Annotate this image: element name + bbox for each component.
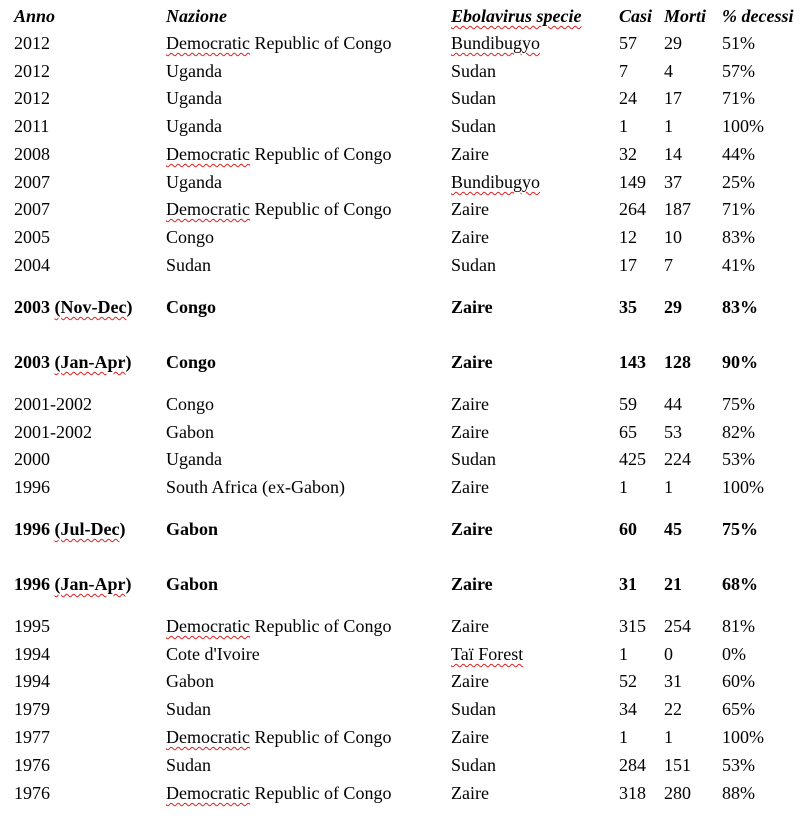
cell-casi: 1: [619, 644, 628, 664]
cell-anno: 2012: [14, 33, 50, 53]
cell-anno: 1976: [14, 755, 50, 775]
cell-pct: 65%: [722, 699, 755, 719]
cell-anno: 1996 (Jul-Dec): [14, 519, 126, 539]
header-pct: % decessi: [722, 6, 794, 26]
header-casi: Casi: [619, 6, 653, 26]
cell-pct: 57%: [722, 61, 755, 81]
cell-pct: 44%: [722, 144, 755, 164]
table-row: [0, 31, 811, 55]
cell-anno: 1995: [14, 616, 50, 636]
cell-specie: Zaire: [451, 783, 489, 803]
cell-casi: 31: [619, 574, 637, 594]
cell-specie: Zaire: [451, 199, 489, 219]
table-row: [0, 86, 811, 110]
cell-nazione: Democratic Republic of Congo: [166, 616, 392, 636]
cell-morti: 22: [664, 699, 682, 719]
cell-specie: Zaire: [451, 297, 493, 317]
cell-pct: 88%: [722, 783, 755, 803]
cell-anno: 2011: [14, 116, 50, 136]
cell-pct: 100%: [722, 727, 764, 747]
cell-specie: Sudan: [451, 61, 496, 81]
cell-specie: Zaire: [451, 671, 489, 691]
cell-casi: 59: [619, 394, 637, 414]
cell-nazione: Uganda: [166, 61, 222, 81]
table-row: [0, 295, 811, 319]
header-morti: Morti: [664, 6, 707, 26]
table-row: [0, 170, 811, 194]
cell-nazione: Uganda: [166, 88, 222, 108]
cell-casi: 17: [619, 255, 637, 275]
cell-anno: 2001-2002: [14, 422, 92, 442]
cell-specie: Sudan: [451, 755, 496, 775]
cell-pct: 90%: [722, 352, 758, 372]
table-row: [0, 614, 811, 638]
cell-anno: 1996 (Jan-Apr): [14, 574, 132, 594]
cell-morti: 1: [664, 116, 673, 136]
cell-anno: 1996: [14, 477, 50, 497]
cell-anno: 2007: [14, 172, 50, 192]
cell-nazione: Democratic Republic of Congo: [166, 144, 392, 164]
cell-casi: 143: [619, 352, 646, 372]
cell-casi: 318: [619, 783, 646, 803]
cell-nazione: Sudan: [166, 755, 211, 775]
cell-nazione: Cote d'Ivoire: [166, 644, 260, 664]
cell-morti: 44: [664, 394, 682, 414]
cell-pct: 83%: [722, 297, 758, 317]
cell-pct: 41%: [722, 255, 755, 275]
cell-morti: 14: [664, 144, 682, 164]
cell-morti: 29: [664, 297, 682, 317]
cell-casi: 32: [619, 144, 637, 164]
cell-nazione: Gabon: [166, 519, 219, 539]
cell-pct: 53%: [722, 755, 755, 775]
cell-morti: 151: [664, 755, 691, 775]
cell-morti: 280: [664, 783, 691, 803]
cell-morti: 187: [664, 199, 691, 219]
cell-morti: 17: [664, 88, 682, 108]
cell-specie: Zaire: [451, 574, 493, 594]
cell-nazione: Congo: [166, 227, 215, 247]
cell-casi: 149: [619, 172, 646, 192]
cell-nazione: Sudan: [166, 699, 211, 719]
cell-casi: 65: [619, 422, 637, 442]
cell-specie: Zaire: [451, 727, 489, 747]
cell-nazione: Democratic Republic of Congo: [166, 199, 392, 219]
cell-nazione: Uganda: [166, 172, 222, 192]
header-nazione: Nazione: [166, 6, 228, 26]
cell-anno: 1979: [14, 699, 50, 719]
header-anno: Anno: [14, 6, 56, 26]
cell-specie: Zaire: [451, 616, 489, 636]
cell-morti: 254: [664, 616, 691, 636]
cell-pct: 0%: [722, 644, 746, 664]
table-row: [0, 447, 811, 471]
cell-casi: 1: [619, 727, 628, 747]
cell-specie: Sudan: [451, 116, 496, 136]
cell-anno: 2007: [14, 199, 50, 219]
cell-anno: 2001-2002: [14, 394, 92, 414]
cell-anno: 1994: [14, 671, 50, 691]
cell-morti: 128: [664, 352, 691, 372]
cell-pct: 51%: [722, 33, 755, 53]
cell-specie: Bundibugyo: [451, 172, 541, 192]
cell-nazione: Democratic Republic of Congo: [166, 727, 392, 747]
cell-casi: 264: [619, 199, 646, 219]
cell-pct: 100%: [722, 477, 764, 497]
cell-specie: Bundibugyo: [451, 33, 541, 53]
cell-specie: Zaire: [451, 519, 493, 539]
cell-morti: 21: [664, 574, 682, 594]
cell-morti: 7: [664, 255, 673, 275]
table-row: [0, 517, 811, 541]
cell-nazione: Gabon: [166, 574, 219, 594]
cell-morti: 10: [664, 227, 682, 247]
cell-morti: 224: [664, 449, 691, 469]
cell-anno: 2003 (Jan-Apr): [14, 352, 132, 372]
header-specie: Ebolavirus specie: [451, 6, 582, 26]
cell-specie: Zaire: [451, 477, 489, 497]
table-row: [0, 725, 811, 749]
cell-morti: 4: [664, 61, 673, 81]
cell-morti: 53: [664, 422, 682, 442]
cell-anno: 1994: [14, 644, 50, 664]
cell-anno: 2012: [14, 61, 50, 81]
table-header-row: [0, 4, 811, 28]
table-row: [0, 59, 811, 83]
cell-nazione: Congo: [166, 297, 217, 317]
cell-casi: 35: [619, 297, 637, 317]
table-row: [0, 781, 811, 805]
table-row: [0, 420, 811, 444]
cell-pct: 81%: [722, 616, 755, 636]
cell-nazione: Gabon: [166, 671, 214, 691]
cell-pct: 83%: [722, 227, 755, 247]
cell-specie: Sudan: [451, 449, 496, 469]
cell-nazione: Sudan: [166, 255, 211, 275]
cell-specie: Zaire: [451, 352, 493, 372]
cell-casi: 7: [619, 61, 628, 81]
cell-anno: 2004: [14, 255, 50, 275]
cell-casi: 24: [619, 88, 637, 108]
table-row: [0, 392, 811, 416]
table-row: [0, 697, 811, 721]
cell-nazione: Democratic Republic of Congo: [166, 33, 392, 53]
table-row: [0, 475, 811, 499]
cell-morti: 31: [664, 671, 682, 691]
cell-anno: 2000: [14, 449, 50, 469]
table-row: [0, 753, 811, 777]
cell-nazione: Congo: [166, 394, 215, 414]
cell-morti: 1: [664, 477, 673, 497]
cell-specie: Zaire: [451, 394, 489, 414]
cell-casi: 60: [619, 519, 637, 539]
cell-nazione: Congo: [166, 352, 217, 372]
cell-specie: Zaire: [451, 422, 489, 442]
table-row: [0, 197, 811, 221]
cell-nazione: South Africa (ex-Gabon): [166, 477, 345, 497]
table-row: [0, 572, 811, 596]
cell-anno: 2008: [14, 144, 50, 164]
cell-specie: Sudan: [451, 255, 496, 275]
cell-specie: Taï Forest: [451, 644, 524, 664]
table-row: [0, 225, 811, 249]
cell-anno: 1976: [14, 783, 50, 803]
cell-anno: 1977: [14, 727, 50, 747]
cell-morti: 37: [664, 172, 682, 192]
cell-morti: 1: [664, 727, 673, 747]
cell-pct: 25%: [722, 172, 755, 192]
cell-specie: Sudan: [451, 699, 496, 719]
cell-pct: 68%: [722, 574, 758, 594]
cell-casi: 315: [619, 616, 646, 636]
cell-morti: 29: [664, 33, 682, 53]
cell-pct: 75%: [722, 394, 755, 414]
cell-casi: 425: [619, 449, 646, 469]
cell-specie: Zaire: [451, 227, 489, 247]
table-row: [0, 642, 811, 666]
table-row: [0, 142, 811, 166]
table-row: [0, 114, 811, 138]
table-row: [0, 350, 811, 374]
cell-casi: 12: [619, 227, 637, 247]
cell-casi: 284: [619, 755, 646, 775]
cell-pct: 60%: [722, 671, 755, 691]
cell-anno: 2003 (Nov-Dec): [14, 297, 133, 317]
cell-specie: Zaire: [451, 144, 489, 164]
cell-nazione: Democratic Republic of Congo: [166, 783, 392, 803]
cell-anno: 2005: [14, 227, 50, 247]
cell-nazione: Uganda: [166, 449, 222, 469]
cell-morti: 45: [664, 519, 682, 539]
cell-pct: 53%: [722, 449, 755, 469]
cell-pct: 100%: [722, 116, 764, 136]
cell-nazione: Uganda: [166, 116, 222, 136]
cell-casi: 1: [619, 477, 628, 497]
cell-pct: 82%: [722, 422, 755, 442]
cell-anno: 2012: [14, 88, 50, 108]
cell-casi: 57: [619, 33, 637, 53]
cell-nazione: Gabon: [166, 422, 214, 442]
cell-pct: 71%: [722, 199, 755, 219]
cell-casi: 34: [619, 699, 637, 719]
cell-specie: Sudan: [451, 88, 496, 108]
cell-casi: 52: [619, 671, 637, 691]
cell-pct: 71%: [722, 88, 755, 108]
cell-morti: 0: [664, 644, 673, 664]
cell-casi: 1: [619, 116, 628, 136]
table-row: [0, 253, 811, 277]
table-row: [0, 669, 811, 693]
cell-pct: 75%: [722, 519, 758, 539]
